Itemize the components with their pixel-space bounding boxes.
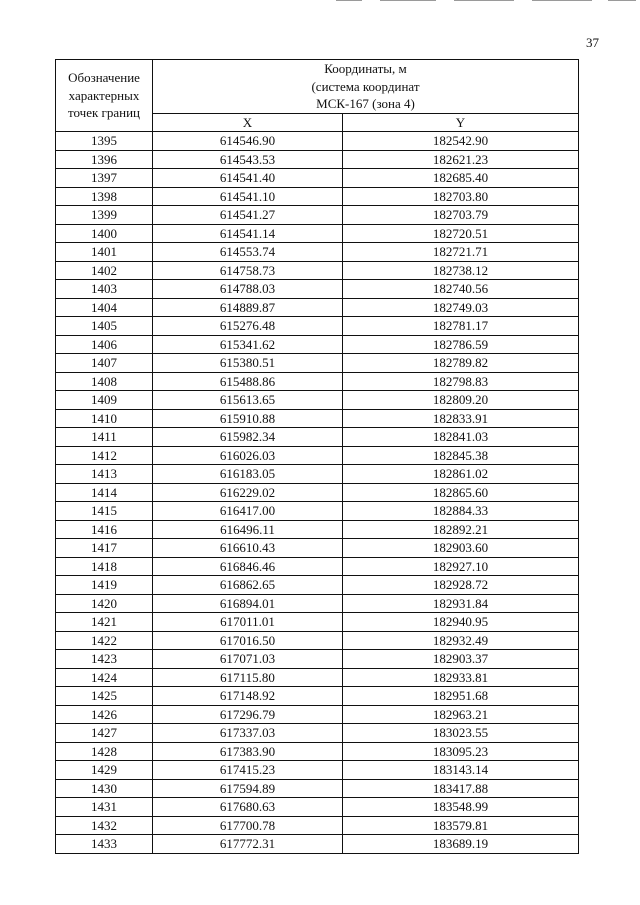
cell-x: 617383.90 [153,742,343,761]
cell-y: 182932.49 [343,631,579,650]
table-row [56,779,579,798]
table-row [56,187,579,206]
cell-x: 617337.03 [153,724,343,743]
cell-y: 183095.23 [343,742,579,761]
cell-x: 617296.79 [153,705,343,724]
cell-y: 182903.60 [343,539,579,558]
table-row [56,594,579,613]
cell-y: 182928.72 [343,576,579,595]
cell-point-id: 1416 [56,520,153,539]
table-row [56,354,579,373]
cell-point-id: 1419 [56,576,153,595]
cell-point-id: 1417 [56,539,153,558]
cell-y: 183579.81 [343,816,579,835]
cell-point-id: 1410 [56,409,153,428]
table-row [56,835,579,854]
cell-x: 614788.03 [153,280,343,299]
cell-x: 616610.43 [153,539,343,558]
cell-y: 183023.55 [343,724,579,743]
page-number: 37 [586,35,599,50]
cell-x: 614543.53 [153,150,343,169]
cell-y: 182865.60 [343,483,579,502]
cell-point-id: 1415 [56,502,153,521]
cell-point-id: 1413 [56,465,153,484]
cell-x: 614546.90 [153,132,343,151]
cell-point-id: 1404 [56,298,153,317]
table-row [56,261,579,280]
table-row [56,335,579,354]
table-row [56,798,579,817]
cell-x: 616026.03 [153,446,343,465]
cell-x: 617148.92 [153,687,343,706]
cell-point-id: 1432 [56,816,153,835]
cell-y: 183417.88 [343,779,579,798]
cell-point-id: 1429 [56,761,153,780]
cell-point-id: 1402 [56,261,153,280]
cell-point-id: 1408 [56,372,153,391]
cell-x: 615613.65 [153,391,343,410]
cell-y: 182789.82 [343,354,579,373]
table-row [56,243,579,262]
cell-x: 614541.10 [153,187,343,206]
table-row [56,317,579,336]
header-coords-line: (система координат [311,78,420,94]
cell-x: 617594.89 [153,779,343,798]
table-row [56,557,579,576]
cell-x: 614541.14 [153,224,343,243]
table-row [56,206,579,225]
cell-y: 182933.81 [343,668,579,687]
coordinates-table [55,59,579,854]
cell-x: 614758.73 [153,261,343,280]
cell-x: 615488.86 [153,372,343,391]
cell-y: 182740.56 [343,280,579,299]
cell-x: 615380.51 [153,354,343,373]
header-point-designation [56,60,153,132]
cell-x: 617680.63 [153,798,343,817]
cell-x: 616496.11 [153,520,343,539]
cell-x: 615276.48 [153,317,343,336]
header-x: X [153,113,343,132]
cell-x: 616894.01 [153,594,343,613]
cell-x: 615982.34 [153,428,343,447]
cell-point-id: 1395 [56,132,153,151]
cell-x: 616183.05 [153,465,343,484]
cell-y: 182703.79 [343,206,579,225]
cell-x: 617016.50 [153,631,343,650]
cell-y: 182833.91 [343,409,579,428]
cell-x: 614553.74 [153,243,343,262]
cell-y: 182621.23 [343,150,579,169]
cell-point-id: 1427 [56,724,153,743]
header-y: Y [343,113,579,132]
cell-y: 182685.40 [343,169,579,188]
cell-y: 182720.51 [343,224,579,243]
cell-x: 616846.46 [153,557,343,576]
cell-x: 617071.03 [153,650,343,669]
cell-point-id: 1411 [56,428,153,447]
table-row [56,465,579,484]
cell-point-id: 1406 [56,335,153,354]
cell-point-id: 1418 [56,557,153,576]
table-row [56,631,579,650]
cell-point-id: 1407 [56,354,153,373]
cell-point-id: 1428 [56,742,153,761]
cell-point-id: 1421 [56,613,153,632]
table-body [56,132,579,854]
cell-x: 615341.62 [153,335,343,354]
cell-x: 615910.88 [153,409,343,428]
cell-x: 617011.01 [153,613,343,632]
cell-point-id: 1401 [56,243,153,262]
cell-y: 182931.84 [343,594,579,613]
cell-point-id: 1399 [56,206,153,225]
cell-y: 182927.10 [343,557,579,576]
header-point-line: характерных [68,87,140,103]
cell-y: 182809.20 [343,391,579,410]
cell-y: 183689.19 [343,835,579,854]
cell-point-id: 1396 [56,150,153,169]
cell-y: 182841.03 [343,428,579,447]
table-row [56,298,579,317]
table-row [56,150,579,169]
table-row [56,576,579,595]
table-row [56,613,579,632]
table-row [56,169,579,188]
table-row [56,724,579,743]
cell-y: 182738.12 [343,261,579,280]
cell-y: 182721.71 [343,243,579,262]
cell-y: 182749.03 [343,298,579,317]
table-row [56,742,579,761]
cell-y: 182703.80 [343,187,579,206]
table-row [56,483,579,502]
table-row [56,705,579,724]
cell-point-id: 1426 [56,705,153,724]
header-point-line: Обозначение [68,70,140,86]
cell-y: 183548.99 [343,798,579,817]
cell-point-id: 1414 [56,483,153,502]
cell-y: 182903.37 [343,650,579,669]
table-row [56,502,579,521]
cell-x: 614541.40 [153,169,343,188]
cell-x: 617700.78 [153,816,343,835]
table-row [56,650,579,669]
cell-y: 182861.02 [343,465,579,484]
cell-y: 182845.38 [343,446,579,465]
cell-y: 182963.21 [343,705,579,724]
table-row [56,372,579,391]
cell-point-id: 1424 [56,668,153,687]
header-point-line: точек границ [67,105,141,121]
table-row [56,132,579,151]
cell-x: 617415.23 [153,761,343,780]
table-row [56,668,579,687]
table-row [56,428,579,447]
header-coords-line: МСК-167 (зона 4) [316,96,415,111]
cell-y: 182542.90 [343,132,579,151]
cell-y: 183143.14 [343,761,579,780]
top-scan-rules [336,0,636,3]
table-row [56,224,579,243]
cell-x: 617115.80 [153,668,343,687]
table-row [56,520,579,539]
cell-y: 182940.95 [343,613,579,632]
table-row [56,687,579,706]
cell-x: 616862.65 [153,576,343,595]
cell-point-id: 1405 [56,317,153,336]
cell-y: 182892.21 [343,520,579,539]
cell-point-id: 1398 [56,187,153,206]
table-row [56,280,579,299]
cell-y: 182798.83 [343,372,579,391]
table-row [56,446,579,465]
cell-y: 182951.68 [343,687,579,706]
cell-x: 614889.87 [153,298,343,317]
table-row [56,409,579,428]
cell-point-id: 1423 [56,650,153,669]
table-row [56,761,579,780]
header-coords-line: Координаты, м [324,61,407,76]
cell-x: 616229.02 [153,483,343,502]
cell-point-id: 1433 [56,835,153,854]
cell-x: 617772.31 [153,835,343,854]
cell-point-id: 1409 [56,391,153,410]
cell-point-id: 1403 [56,280,153,299]
cell-y: 182781.17 [343,317,579,336]
cell-y: 182786.59 [343,335,579,354]
cell-point-id: 1425 [56,687,153,706]
cell-point-id: 1400 [56,224,153,243]
header-coordinates [153,60,579,114]
table-row [56,391,579,410]
cell-point-id: 1397 [56,169,153,188]
cell-x: 614541.27 [153,206,343,225]
cell-x: 616417.00 [153,502,343,521]
cell-point-id: 1430 [56,779,153,798]
cell-point-id: 1422 [56,631,153,650]
cell-point-id: 1431 [56,798,153,817]
cell-y: 182884.33 [343,502,579,521]
cell-point-id: 1412 [56,446,153,465]
table-row [56,539,579,558]
cell-point-id: 1420 [56,594,153,613]
table-row [56,816,579,835]
